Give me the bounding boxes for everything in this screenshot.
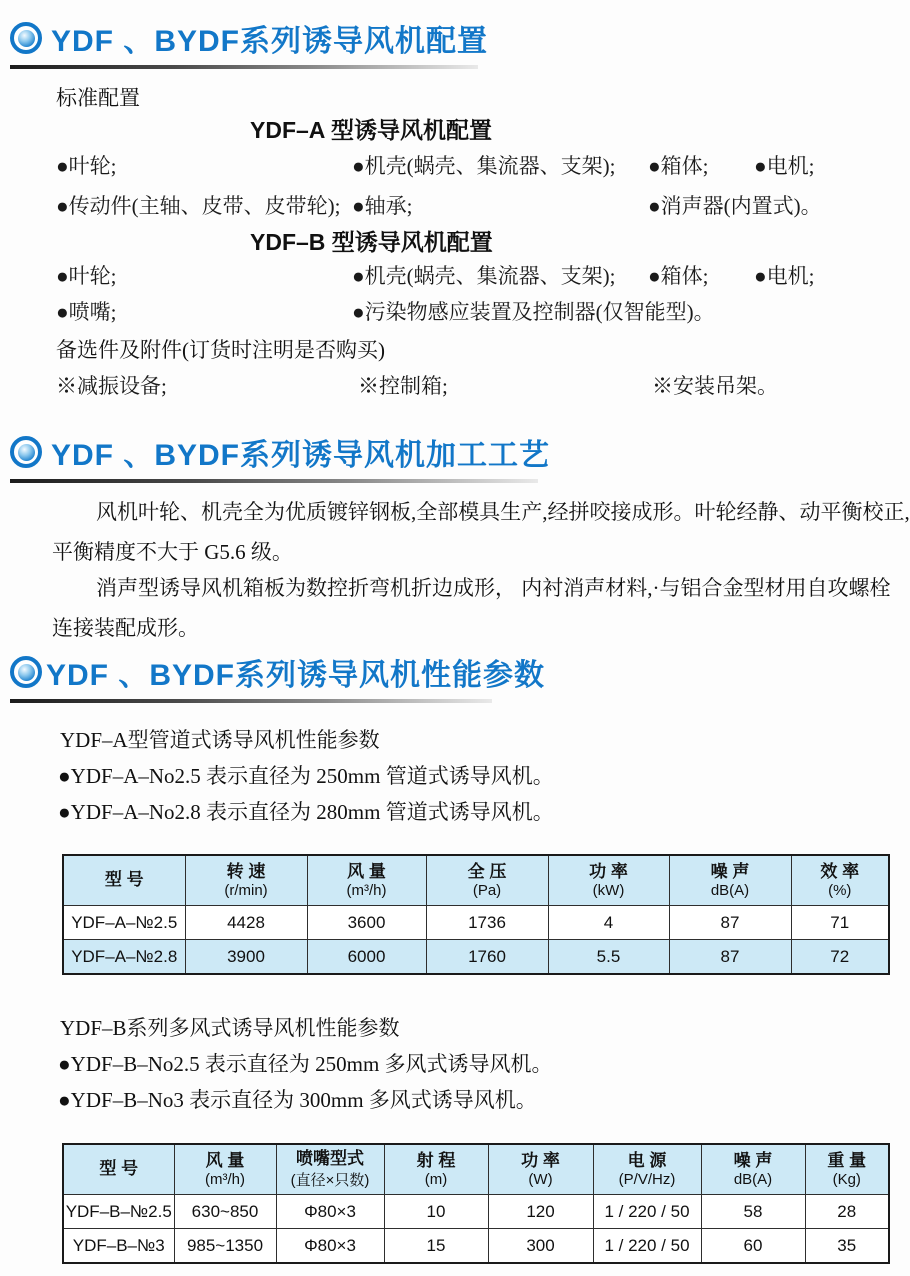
sphere-icon <box>18 664 35 681</box>
column-header-range: 射 程 (m) <box>384 1144 488 1195</box>
cell-value: 35 <box>805 1229 889 1264</box>
optional-item: ※减振设备; <box>56 374 167 398</box>
cell-value: 10 <box>384 1195 488 1229</box>
table-row <box>63 940 889 975</box>
process-paragraph-2 <box>52 568 892 648</box>
cell-value: 1 / 220 / 50 <box>593 1195 701 1229</box>
cell-value: 60 <box>701 1229 805 1264</box>
ydf-b-config-title: YDF–B 型诱导风机配置 <box>250 229 493 255</box>
config-item: ●叶轮; <box>56 154 117 178</box>
config-item: ●箱体; <box>648 264 709 288</box>
column-header-model: 型 号 <box>63 1144 174 1195</box>
ydf-a-performance-table <box>62 854 890 975</box>
cell-value: 120 <box>488 1195 593 1229</box>
ydf-a-performance-intro: YDF–A型管道式诱导风机性能参数 <box>60 728 380 752</box>
paragraph-line: 消声型诱导风机箱板为数控折弯机折边成形， 内衬消声材料,·与铝合金型材用自攻螺栓 <box>96 576 891 600</box>
ydf-a-config-row1 <box>0 150 910 184</box>
section-underline <box>10 479 538 483</box>
ydf-b-performance-table <box>62 1143 890 1264</box>
standard-config-label: 标准配置 <box>56 86 140 110</box>
section-process-header <box>10 430 550 483</box>
optional-item: ※安装吊架。 <box>652 374 778 398</box>
config-item: ●机壳(蜗壳、集流器、支架); <box>352 264 616 288</box>
ydf-a-note: ●YDF–A–No2.8 表示直径为 280mm 管道式诱导风机。 <box>58 800 554 824</box>
paragraph-line: 风机叶轮、机壳全为优质镀锌钢板,全部模具生产,经拼咬接成形。叶轮经静、动平衡校正, <box>96 500 910 524</box>
cell-value: 87 <box>669 940 791 975</box>
cell-value: 58 <box>701 1195 805 1229</box>
column-header-nozzle: 喷嘴型式 (直径×只数) <box>276 1144 384 1195</box>
sphere-icon <box>18 30 35 47</box>
column-header-model: 型 号 <box>63 855 185 906</box>
cell-value: 4428 <box>185 906 307 940</box>
column-header-power: 功 率 (W) <box>488 1144 593 1195</box>
bullseye-icon <box>10 436 42 468</box>
cell-value: 300 <box>488 1229 593 1264</box>
config-item: ●污染物感应装置及控制器(仅智能型)。 <box>352 300 715 324</box>
config-item: ●叶轮; <box>56 264 117 288</box>
cell-value: 1 / 220 / 50 <box>593 1229 701 1264</box>
bullseye-icon <box>10 22 42 54</box>
bullseye-icon <box>10 656 42 688</box>
config-item: ●轴承; <box>352 194 413 218</box>
section-title: YDF 、BYDF系列诱导风机配置 <box>51 25 488 58</box>
process-paragraph-1 <box>52 492 910 572</box>
column-header-efficiency: 效 率 (%) <box>791 855 889 906</box>
optional-parts-row <box>0 370 910 404</box>
config-item: ●喷嘴; <box>56 300 117 324</box>
table-row <box>63 1229 889 1264</box>
ydf-a-config-row2 <box>0 190 910 224</box>
cell-value: 5.5 <box>548 940 669 975</box>
column-header-airflow: 风 量 (m³/h) <box>174 1144 276 1195</box>
cell-value: 6000 <box>307 940 426 975</box>
column-header-supply: 电 源 (P/V/Hz) <box>593 1144 701 1195</box>
paragraph-line: 连接装配成形。 <box>52 616 199 640</box>
sphere-icon <box>18 444 35 461</box>
config-item: ●机壳(蜗壳、集流器、支架); <box>352 154 616 178</box>
cell-value: Φ80×3 <box>276 1229 384 1264</box>
ydf-b-note: ●YDF–B–No3 表示直径为 300mm 多风式诱导风机。 <box>58 1088 537 1112</box>
optional-parts-title: 备选件及附件(订货时注明是否购买) <box>56 338 385 362</box>
table-row <box>63 1195 889 1229</box>
column-header-speed: 转 速 (r/min) <box>185 855 307 906</box>
section-underline <box>10 699 492 703</box>
optional-item: ※控制箱; <box>358 374 448 398</box>
column-header-power: 功 率 (kW) <box>548 855 669 906</box>
column-header-pressure: 全 压 (Pa) <box>426 855 548 906</box>
column-header-noise: 噪 声 dB(A) <box>701 1144 805 1195</box>
cell-value: 28 <box>805 1195 889 1229</box>
section-config-header <box>10 16 488 69</box>
ydf-b-config-row2 <box>0 296 910 330</box>
ydf-a-config-title: YDF–A 型诱导风机配置 <box>250 117 492 143</box>
cell-value: 72 <box>791 940 889 975</box>
ydf-b-performance-intro: YDF–B系列多风式诱导风机性能参数 <box>60 1016 400 1040</box>
cell-model: YDF–B–№3 <box>63 1229 174 1264</box>
cell-value: 1736 <box>426 906 548 940</box>
cell-value: 3600 <box>307 906 426 940</box>
column-header-weight: 重 量 (Kg) <box>805 1144 889 1195</box>
cell-value: 630~850 <box>174 1195 276 1229</box>
cell-value: 4 <box>548 906 669 940</box>
section-underline <box>10 65 478 69</box>
table-header-row <box>63 855 889 906</box>
ydf-b-note: ●YDF–B–No2.5 表示直径为 250mm 多风式诱导风机。 <box>58 1052 553 1076</box>
table-header-row <box>63 1144 889 1195</box>
cell-value: 71 <box>791 906 889 940</box>
config-item: ●消声器(内置式)。 <box>648 194 822 218</box>
cell-value: 985~1350 <box>174 1229 276 1264</box>
cell-value: Φ80×3 <box>276 1195 384 1229</box>
column-header-airflow: 风 量 (m³/h) <box>307 855 426 906</box>
cell-model: YDF–A–№2.8 <box>63 940 185 975</box>
cell-value: 15 <box>384 1229 488 1264</box>
table-row <box>63 906 889 940</box>
ydf-b-config-row1 <box>0 260 910 294</box>
config-item: ●电机; <box>754 264 815 288</box>
cell-model: YDF–B–№2.5 <box>63 1195 174 1229</box>
config-item: ●电机; <box>754 154 815 178</box>
config-item: ●箱体; <box>648 154 709 178</box>
section-title: YDF 、BYDF系列诱导风机加工工艺 <box>51 439 550 472</box>
column-header-noise: 噪 声 dB(A) <box>669 855 791 906</box>
section-performance-header <box>10 650 545 703</box>
ydf-a-note: ●YDF–A–No2.5 表示直径为 250mm 管道式诱导风机。 <box>58 764 554 788</box>
paragraph-line: 平衡精度不大于 G5.6 级。 <box>52 540 293 564</box>
cell-model: YDF–A–№2.5 <box>63 906 185 940</box>
section-title: YDF 、BYDF系列诱导风机性能参数 <box>46 659 545 692</box>
cell-value: 1760 <box>426 940 548 975</box>
config-item: ●传动件(主轴、皮带、皮带轮); <box>56 194 341 218</box>
cell-value: 87 <box>669 906 791 940</box>
cell-value: 3900 <box>185 940 307 975</box>
